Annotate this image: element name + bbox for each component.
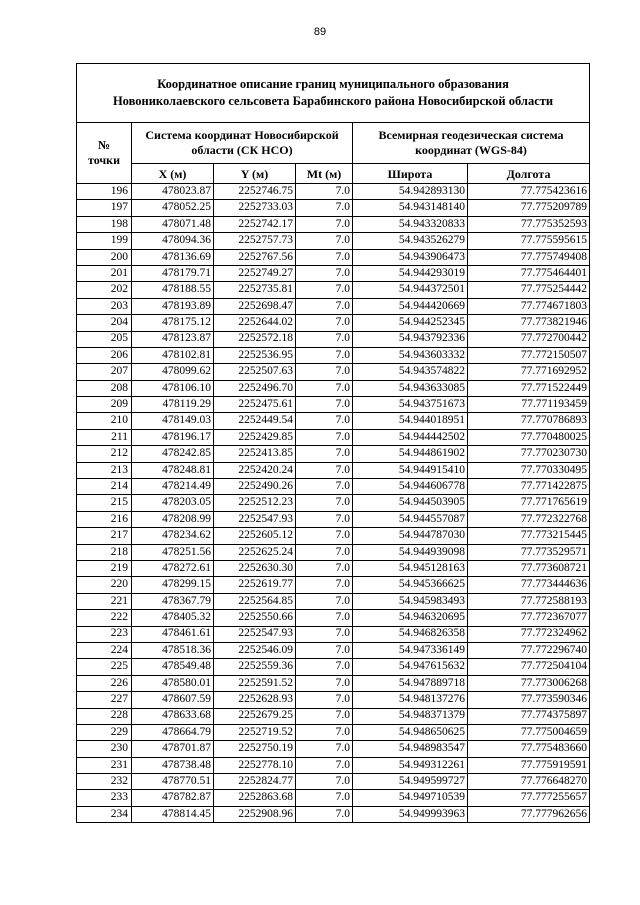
y-cell: 2252605.12: [214, 528, 296, 544]
point-number-cell: 227: [77, 692, 132, 708]
y-cell: 2252767.56: [214, 249, 296, 265]
mt-cell: 7.0: [296, 347, 353, 363]
longitude-column-header: Долгота: [468, 164, 590, 184]
x-cell: 478023.87: [132, 184, 214, 200]
x-cell: 478367.79: [132, 593, 214, 609]
latitude-cell: 54.949710539: [353, 790, 468, 806]
latitude-cell: 54.943906473: [353, 249, 468, 265]
x-cell: 478149.03: [132, 413, 214, 429]
latitude-cell: 54.948983547: [353, 741, 468, 757]
table-row: [77, 462, 590, 478]
mt-cell: 7.0: [296, 364, 353, 380]
latitude-cell: 54.946826358: [353, 626, 468, 642]
latitude-cell: 54.944861902: [353, 446, 468, 462]
mt-cell: 7.0: [296, 806, 353, 822]
mt-cell: 7.0: [296, 724, 353, 740]
longitude-cell: 77.772504104: [468, 659, 590, 675]
table-row: [77, 216, 590, 232]
point-number-cell: 214: [77, 479, 132, 495]
x-cell: 478179.71: [132, 265, 214, 281]
x-cell: 478461.61: [132, 626, 214, 642]
local-system-header-line-2: области (СК НСО): [191, 143, 293, 157]
x-cell: 478193.89: [132, 298, 214, 314]
coordinates-table-body: [77, 184, 590, 823]
table-row: [77, 282, 590, 298]
y-cell: 2252824.77: [214, 774, 296, 790]
y-cell: 2252490.26: [214, 479, 296, 495]
longitude-cell: 77.771422875: [468, 479, 590, 495]
latitude-column-header: Широта: [353, 164, 468, 184]
latitude-cell: 54.943148140: [353, 200, 468, 216]
longitude-cell: 77.771765619: [468, 495, 590, 511]
point-number-cell: 232: [77, 774, 132, 790]
local-system-header: [132, 123, 353, 164]
mt-cell: 7.0: [296, 331, 353, 347]
mt-cell: 7.0: [296, 577, 353, 593]
table-row: [77, 265, 590, 281]
x-cell: 478251.56: [132, 544, 214, 560]
longitude-cell: 77.771522449: [468, 380, 590, 396]
longitude-cell: 77.773529571: [468, 544, 590, 560]
longitude-cell: 77.772588193: [468, 593, 590, 609]
x-cell: 478106.10: [132, 380, 214, 396]
mt-cell: 7.0: [296, 265, 353, 281]
latitude-cell: 54.944420669: [353, 298, 468, 314]
latitude-cell: 54.948137276: [353, 692, 468, 708]
latitude-cell: 54.948650625: [353, 724, 468, 740]
latitude-cell: 54.946320695: [353, 610, 468, 626]
table-row: [77, 560, 590, 576]
longitude-cell: 77.770230730: [468, 446, 590, 462]
mt-cell: 7.0: [296, 626, 353, 642]
table-row: [77, 397, 590, 413]
longitude-cell: 77.774671803: [468, 298, 590, 314]
longitude-cell: 77.773608721: [468, 560, 590, 576]
table-row: [77, 741, 590, 757]
x-cell: 478701.87: [132, 741, 214, 757]
mt-cell: 7.0: [296, 790, 353, 806]
table-row: [77, 544, 590, 560]
longitude-cell: 77.770480025: [468, 429, 590, 445]
y-cell: 2252564.85: [214, 593, 296, 609]
x-cell: 478094.36: [132, 233, 214, 249]
table-row: [77, 610, 590, 626]
longitude-cell: 77.775749408: [468, 249, 590, 265]
y-cell: 2252679.25: [214, 708, 296, 724]
latitude-cell: 54.944372501: [353, 282, 468, 298]
table-row: [77, 692, 590, 708]
y-cell: 2252619.77: [214, 577, 296, 593]
x-cell: 478188.55: [132, 282, 214, 298]
longitude-cell: 77.775254442: [468, 282, 590, 298]
point-number-cell: 213: [77, 462, 132, 478]
longitude-cell: 77.770330495: [468, 462, 590, 478]
longitude-cell: 77.772367077: [468, 610, 590, 626]
longitude-cell: 77.771193459: [468, 397, 590, 413]
longitude-cell: 77.775595615: [468, 233, 590, 249]
latitude-cell: 54.944503905: [353, 495, 468, 511]
mt-cell: 7.0: [296, 757, 353, 773]
table-row: [77, 315, 590, 331]
longitude-cell: 77.772296740: [468, 642, 590, 658]
latitude-cell: 54.944293019: [353, 265, 468, 281]
y-cell: 2252908.96: [214, 806, 296, 822]
table-row: [77, 200, 590, 216]
point-number-cell: 220: [77, 577, 132, 593]
y-cell: 2252742.17: [214, 216, 296, 232]
mt-cell: 7.0: [296, 298, 353, 314]
y-cell: 2252475.61: [214, 397, 296, 413]
table-row: [77, 774, 590, 790]
y-cell: 2252512.23: [214, 495, 296, 511]
longitude-cell: 77.772324962: [468, 626, 590, 642]
mt-cell: 7.0: [296, 462, 353, 478]
y-cell: 2252559.36: [214, 659, 296, 675]
x-cell: 478052.25: [132, 200, 214, 216]
longitude-cell: 77.770786893: [468, 413, 590, 429]
x-cell: 478242.85: [132, 446, 214, 462]
point-number-cell: 219: [77, 560, 132, 576]
x-cell: 478272.61: [132, 560, 214, 576]
y-column-header: Y (м): [214, 164, 296, 184]
y-cell: 2252591.52: [214, 675, 296, 691]
point-number-cell: 202: [77, 282, 132, 298]
point-number-cell: 204: [77, 315, 132, 331]
table-row: [77, 429, 590, 445]
latitude-cell: 54.942893130: [353, 184, 468, 200]
latitude-cell: 54.949312261: [353, 757, 468, 773]
x-cell: 478102.81: [132, 347, 214, 363]
table-row: [77, 528, 590, 544]
latitude-cell: 54.947615632: [353, 659, 468, 675]
mt-cell: 7.0: [296, 593, 353, 609]
point-number-cell: 208: [77, 380, 132, 396]
table-row: [77, 495, 590, 511]
x-cell: 478203.05: [132, 495, 214, 511]
latitude-cell: 54.943751673: [353, 397, 468, 413]
wgs-system-header-line-2: координат (WGS-84): [415, 143, 527, 157]
table-row: [77, 593, 590, 609]
table-row: [77, 675, 590, 691]
longitude-cell: 77.773215445: [468, 528, 590, 544]
latitude-cell: 54.945128163: [353, 560, 468, 576]
latitude-cell: 54.949993963: [353, 806, 468, 822]
latitude-cell: 54.947336149: [353, 642, 468, 658]
table-row: [77, 413, 590, 429]
mt-cell: 7.0: [296, 479, 353, 495]
point-number-cell: 230: [77, 741, 132, 757]
point-number-cell: 196: [77, 184, 132, 200]
table-row: [77, 446, 590, 462]
y-cell: 2252863.68: [214, 790, 296, 806]
table-row: [77, 659, 590, 675]
longitude-cell: 77.772150507: [468, 347, 590, 363]
x-cell: 478123.87: [132, 331, 214, 347]
point-number-cell: 224: [77, 642, 132, 658]
longitude-cell: 77.775483660: [468, 741, 590, 757]
table-row: [77, 577, 590, 593]
x-cell: 478196.17: [132, 429, 214, 445]
longitude-cell: 77.773590346: [468, 692, 590, 708]
longitude-cell: 77.775423616: [468, 184, 590, 200]
mt-cell: 7.0: [296, 429, 353, 445]
mt-cell: 7.0: [296, 282, 353, 298]
point-number-cell: 211: [77, 429, 132, 445]
latitude-cell: 54.943320833: [353, 216, 468, 232]
x-cell: 478119.29: [132, 397, 214, 413]
mt-cell: 7.0: [296, 511, 353, 527]
latitude-cell: 54.944787030: [353, 528, 468, 544]
x-cell: 478633.68: [132, 708, 214, 724]
mt-cell: 7.0: [296, 741, 353, 757]
page-number: 89: [313, 26, 327, 38]
point-number-header-line-2: точки: [87, 153, 121, 167]
y-cell: 2252625.24: [214, 544, 296, 560]
longitude-cell: 77.773444636: [468, 577, 590, 593]
point-number-cell: 206: [77, 347, 132, 363]
wgs-system-header: [353, 123, 590, 164]
y-cell: 2252778.10: [214, 757, 296, 773]
point-number-cell: 223: [77, 626, 132, 642]
mt-cell: 7.0: [296, 233, 353, 249]
y-cell: 2252546.09: [214, 642, 296, 658]
x-cell: 478099.62: [132, 364, 214, 380]
mt-cell: 7.0: [296, 397, 353, 413]
table-row: [77, 806, 590, 822]
y-cell: 2252757.73: [214, 233, 296, 249]
longitude-cell: 77.776648270: [468, 774, 590, 790]
point-number-cell: 218: [77, 544, 132, 560]
y-cell: 2252572.18: [214, 331, 296, 347]
table-row: [77, 347, 590, 363]
point-number-cell: 222: [77, 610, 132, 626]
mt-cell: 7.0: [296, 315, 353, 331]
x-cell: 478234.62: [132, 528, 214, 544]
table-row: [77, 708, 590, 724]
mt-column-header: Mt (м): [296, 164, 353, 184]
coordinates-table: [76, 63, 590, 823]
x-column-header: X (м): [132, 164, 214, 184]
mt-cell: 7.0: [296, 495, 353, 511]
longitude-cell: 77.773006268: [468, 675, 590, 691]
y-cell: 2252698.47: [214, 298, 296, 314]
x-cell: 478299.15: [132, 577, 214, 593]
table-row: [77, 757, 590, 773]
mt-cell: 7.0: [296, 216, 353, 232]
latitude-cell: 54.949599727: [353, 774, 468, 790]
table-title: [77, 64, 590, 123]
point-number-cell: 221: [77, 593, 132, 609]
x-cell: 478136.69: [132, 249, 214, 265]
title-line-2: Новониколаевского сельсовета Барабинского района Новосибирской области: [112, 94, 554, 108]
latitude-cell: 54.947889718: [353, 675, 468, 691]
longitude-cell: 77.775004659: [468, 724, 590, 740]
mt-cell: 7.0: [296, 446, 353, 462]
x-cell: 478549.48: [132, 659, 214, 675]
mt-cell: 7.0: [296, 200, 353, 216]
x-cell: 478814.45: [132, 806, 214, 822]
longitude-cell: 77.772322768: [468, 511, 590, 527]
table-row: [77, 364, 590, 380]
y-cell: 2252420.24: [214, 462, 296, 478]
point-number-cell: 217: [77, 528, 132, 544]
point-number-cell: 198: [77, 216, 132, 232]
y-cell: 2252547.93: [214, 626, 296, 642]
point-number-header: [77, 123, 132, 184]
mt-cell: 7.0: [296, 544, 353, 560]
y-cell: 2252628.93: [214, 692, 296, 708]
latitude-cell: 54.945983493: [353, 593, 468, 609]
x-cell: 478580.01: [132, 675, 214, 691]
y-cell: 2252550.66: [214, 610, 296, 626]
point-number-cell: 229: [77, 724, 132, 740]
latitude-cell: 54.944939098: [353, 544, 468, 560]
point-number-cell: 233: [77, 790, 132, 806]
longitude-cell: 77.774375897: [468, 708, 590, 724]
y-cell: 2252496.70: [214, 380, 296, 396]
mt-cell: 7.0: [296, 560, 353, 576]
x-cell: 478248.81: [132, 462, 214, 478]
latitude-cell: 54.943603332: [353, 347, 468, 363]
latitude-cell: 54.943633085: [353, 380, 468, 396]
table-row: [77, 331, 590, 347]
point-number-cell: 209: [77, 397, 132, 413]
latitude-cell: 54.944557087: [353, 511, 468, 527]
latitude-cell: 54.944606778: [353, 479, 468, 495]
mt-cell: 7.0: [296, 249, 353, 265]
latitude-cell: 54.948371379: [353, 708, 468, 724]
mt-cell: 7.0: [296, 675, 353, 691]
table-row: [77, 642, 590, 658]
y-cell: 2252719.52: [214, 724, 296, 740]
point-number-cell: 226: [77, 675, 132, 691]
longitude-cell: 77.772700442: [468, 331, 590, 347]
point-number-cell: 201: [77, 265, 132, 281]
x-cell: 478664.79: [132, 724, 214, 740]
longitude-cell: 77.775352593: [468, 216, 590, 232]
mt-cell: 7.0: [296, 659, 353, 675]
x-cell: 478518.36: [132, 642, 214, 658]
y-cell: 2252507.63: [214, 364, 296, 380]
y-cell: 2252536.95: [214, 347, 296, 363]
point-number-cell: 207: [77, 364, 132, 380]
longitude-cell: 77.771692952: [468, 364, 590, 380]
longitude-cell: 77.775209789: [468, 200, 590, 216]
mt-cell: 7.0: [296, 528, 353, 544]
table-row: [77, 380, 590, 396]
table-row: [77, 626, 590, 642]
point-number-cell: 216: [77, 511, 132, 527]
y-cell: 2252735.81: [214, 282, 296, 298]
y-cell: 2252644.02: [214, 315, 296, 331]
x-cell: 478208.99: [132, 511, 214, 527]
point-number-cell: 228: [77, 708, 132, 724]
longitude-cell: 77.775919591: [468, 757, 590, 773]
longitude-cell: 77.775464401: [468, 265, 590, 281]
mt-cell: 7.0: [296, 610, 353, 626]
mt-cell: 7.0: [296, 774, 353, 790]
x-cell: 478175.12: [132, 315, 214, 331]
point-number-cell: 197: [77, 200, 132, 216]
table-row: [77, 511, 590, 527]
x-cell: 478607.59: [132, 692, 214, 708]
point-number-cell: 203: [77, 298, 132, 314]
point-number-cell: 215: [77, 495, 132, 511]
x-cell: 478405.32: [132, 610, 214, 626]
y-cell: 2252413.85: [214, 446, 296, 462]
x-cell: 478782.87: [132, 790, 214, 806]
y-cell: 2252746.75: [214, 184, 296, 200]
latitude-cell: 54.943792336: [353, 331, 468, 347]
mt-cell: 7.0: [296, 708, 353, 724]
x-cell: 478214.49: [132, 479, 214, 495]
mt-cell: 7.0: [296, 184, 353, 200]
y-cell: 2252733.03: [214, 200, 296, 216]
latitude-cell: 54.943526279: [353, 233, 468, 249]
y-cell: 2252449.54: [214, 413, 296, 429]
point-number-cell: 231: [77, 757, 132, 773]
latitude-cell: 54.944915410: [353, 462, 468, 478]
x-cell: 478770.51: [132, 774, 214, 790]
point-number-cell: 234: [77, 806, 132, 822]
latitude-cell: 54.944018951: [353, 413, 468, 429]
longitude-cell: 77.777962656: [468, 806, 590, 822]
table-row: [77, 724, 590, 740]
local-system-header-line-1: Система координат Новосибирской: [145, 128, 339, 142]
latitude-cell: 54.944442502: [353, 429, 468, 445]
point-number-cell: 212: [77, 446, 132, 462]
x-cell: 478738.48: [132, 757, 214, 773]
point-number-cell: 210: [77, 413, 132, 429]
point-number-cell: 200: [77, 249, 132, 265]
table-row: [77, 184, 590, 200]
latitude-cell: 54.945366625: [353, 577, 468, 593]
latitude-cell: 54.943574822: [353, 364, 468, 380]
wgs-system-header-line-1: Всемирная геодезическая система: [378, 128, 564, 142]
x-cell: 478071.48: [132, 216, 214, 232]
longitude-cell: 77.773821946: [468, 315, 590, 331]
table-row: [77, 298, 590, 314]
y-cell: 2252750.19: [214, 741, 296, 757]
table-row: [77, 233, 590, 249]
point-number-cell: 225: [77, 659, 132, 675]
y-cell: 2252630.30: [214, 560, 296, 576]
y-cell: 2252547.93: [214, 511, 296, 527]
table-row: [77, 790, 590, 806]
mt-cell: 7.0: [296, 380, 353, 396]
mt-cell: 7.0: [296, 413, 353, 429]
point-number-header-line-1: №: [97, 138, 111, 152]
table-row: [77, 479, 590, 495]
mt-cell: 7.0: [296, 642, 353, 658]
point-number-cell: 205: [77, 331, 132, 347]
y-cell: 2252429.85: [214, 429, 296, 445]
y-cell: 2252749.27: [214, 265, 296, 281]
longitude-cell: 77.777255657: [468, 790, 590, 806]
title-line-1: Координатное описание границ муниципального образования: [157, 77, 509, 91]
point-number-cell: 199: [77, 233, 132, 249]
latitude-cell: 54.944252345: [353, 315, 468, 331]
mt-cell: 7.0: [296, 692, 353, 708]
table-row: [77, 249, 590, 265]
